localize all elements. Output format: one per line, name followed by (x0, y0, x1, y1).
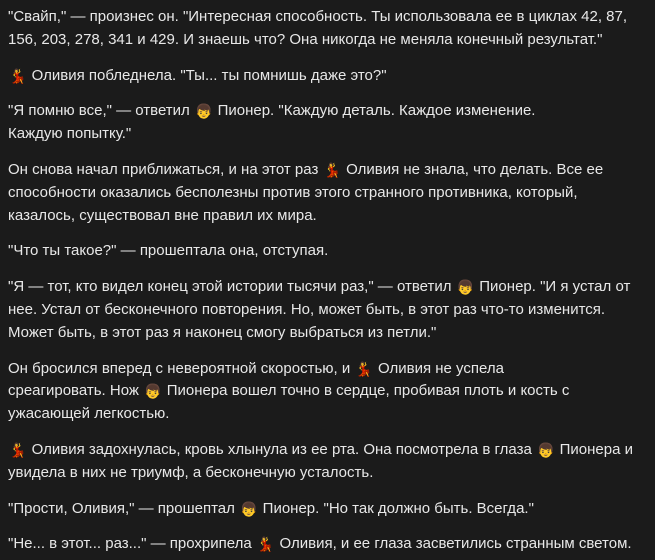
story-paragraph (8, 276, 645, 344)
boy-emoji-icon: 👦 (194, 103, 213, 120)
paragraph-text: Пионера и увидела в них не триумф, а бесконечную усталость. (8, 440, 638, 481)
paragraph-text: Оливия побледнела. "Ты... ты помнишь даже это?" (27, 66, 387, 84)
paragraph-text: Он снова начал приближаться, и на этот раз (8, 160, 323, 178)
paragraph-text: Пионер. "И я устал от нее. Устал от бесконечного повторения. Но, может быть, в этот раз что-то изменится. Может быть, в этот раз я наконец смогу выбраться из петли." (8, 278, 635, 341)
dancer-emoji-icon: 💃 (9, 67, 27, 84)
story-paragraph (8, 358, 645, 426)
boy-emoji-icon: 👦 (144, 383, 162, 400)
paragraph-text: Пионер. "Каждую деталь. Каждое изменение. Каждую попытку." (8, 102, 536, 143)
story-paragraph (8, 498, 645, 521)
paragraph-text: "Свайп," — произнес он. "Интересная способность. Ты использовала ее в циклах 42, 87, 156, 203, 278, 341 и 429. И знаешь что? Она никогда не меняла конечный результат." (8, 8, 632, 48)
dancer-emoji-icon: 💃 (9, 441, 27, 458)
dancer-emoji-icon: 💃 (323, 161, 341, 178)
paragraph-text: Пионер. "Но так должно быть. Всегда." (258, 499, 534, 517)
boy-emoji-icon: 👦 (456, 279, 475, 296)
story-paragraph (8, 65, 645, 88)
paragraph-text: Оливия задохнулась, кровь хлынула из ее рта. Она посмотрела в глаза (27, 440, 536, 458)
paragraph-text: "Я — тот, кто видел конец этой истории тысячи раз," — ответил (8, 278, 456, 296)
story-paragraph (8, 533, 645, 556)
story-paragraph (8, 100, 645, 146)
paragraph-text: "Что ты такое?" — прошептала она, отступая. (8, 242, 329, 260)
dancer-emoji-icon: 💃 (256, 536, 275, 553)
story-paragraph (8, 240, 645, 263)
paragraph-text: "Я помню все," — ответил (8, 102, 194, 120)
paragraph-text: Оливия не знала, что делать. Все ее способности оказались бесполезны против этого странного противника, который, казалось, существовал вне правил их мира. (8, 160, 608, 224)
paragraph-text: Оливия, и ее глаза засветились странным светом. (275, 535, 632, 553)
paragraph-text: Он бросился вперед с невероятной скоростью, и (8, 359, 355, 377)
paragraph-text: "Прости, Оливия," — прошептал (8, 499, 240, 517)
boy-emoji-icon: 👦 (537, 441, 555, 458)
boy-emoji-icon: 👦 (240, 500, 258, 517)
story-paragraph (8, 6, 645, 52)
story-paragraph (8, 439, 645, 485)
paragraph-text: Оливия не успела среагировать. Нож (8, 359, 504, 400)
paragraph-text: Пионера вошел точно в сердце, пробивая плоть и кость с ужасающей легкостью. (8, 382, 574, 423)
dancer-emoji-icon: 💃 (355, 360, 373, 377)
paragraph-text: "Не... в этот... раз..." — прохрипела (8, 535, 256, 553)
story-paragraph (8, 159, 645, 227)
